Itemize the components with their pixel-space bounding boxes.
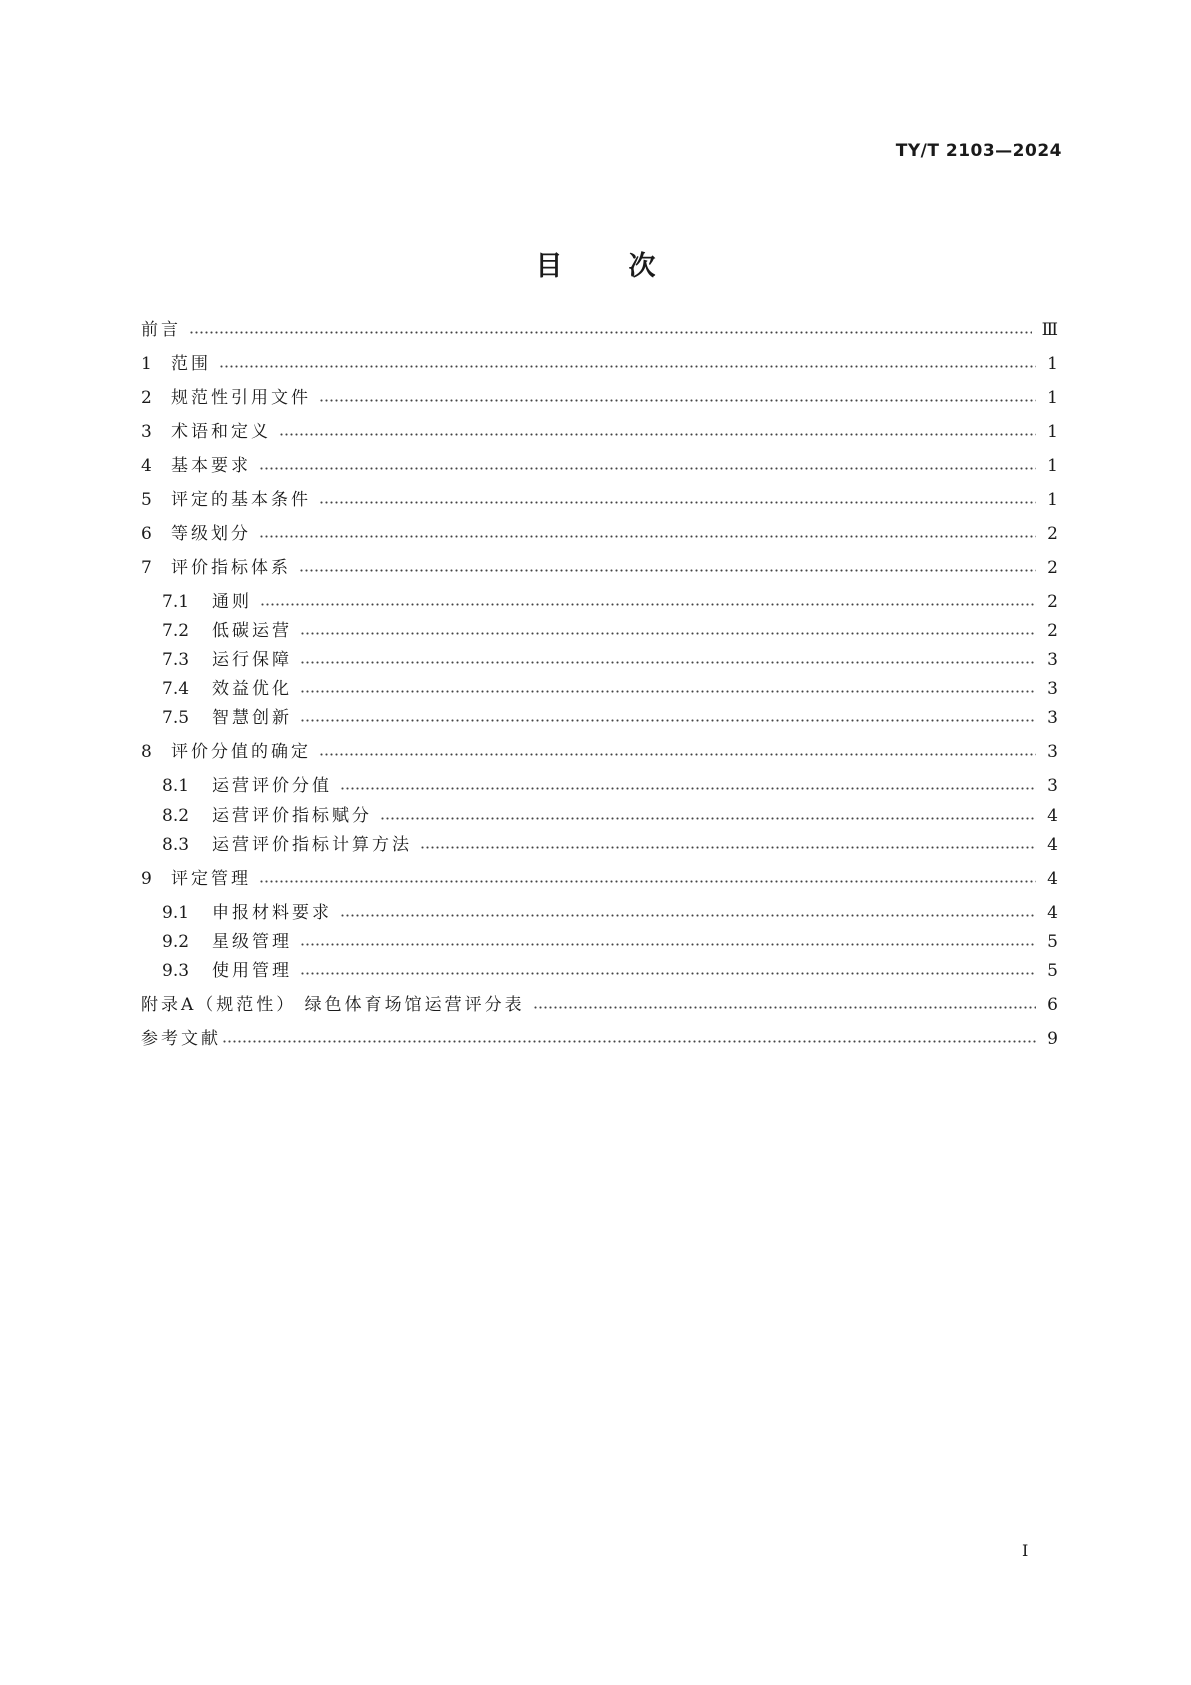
toc-entry-number: 9.1 xyxy=(162,903,190,923)
toc-leader xyxy=(259,880,1036,883)
toc-leader xyxy=(259,467,1036,470)
toc-entry-page: 3 xyxy=(1047,776,1058,796)
page-number: I xyxy=(1022,1541,1029,1560)
toc-entry-number: 7 xyxy=(141,558,152,578)
toc-entry-label: 通则 xyxy=(212,592,252,612)
toc-entry-label: 评价指标体系 xyxy=(171,558,291,578)
toc-entry-4[interactable] xyxy=(141,454,1058,478)
toc-leader xyxy=(300,690,1036,693)
toc-entry-number: 7.4 xyxy=(162,679,190,699)
title-part-1: 目 xyxy=(535,251,563,282)
toc-entry-page: 6 xyxy=(1047,995,1058,1015)
toc-entry-number: 9 xyxy=(141,869,152,889)
toc-entry-7-1[interactable] xyxy=(162,590,1058,614)
toc-entry-label: 等级划分 xyxy=(171,524,251,544)
toc-entry-number: 5 xyxy=(141,490,152,510)
toc-entry-annex-a[interactable] xyxy=(141,993,1058,1017)
toc-entry-page: 1 xyxy=(1047,456,1058,476)
toc-leader xyxy=(222,1040,1036,1043)
toc-entry-number: 1 xyxy=(141,354,152,374)
toc-entry-label: 运营评价指标赋分 xyxy=(212,806,372,826)
toc-entry-number: 8 xyxy=(141,742,152,762)
toc-entry-label: 低碳运营 xyxy=(212,621,292,641)
toc-entry-page: 5 xyxy=(1047,932,1058,952)
toc-entry-page: 4 xyxy=(1047,835,1058,855)
toc-entry-label: 效益优化 xyxy=(212,679,292,699)
toc-leader xyxy=(260,603,1036,606)
toc-entry-page: 3 xyxy=(1047,679,1058,699)
toc-entry-page: 4 xyxy=(1047,806,1058,826)
toc-entry-label: 基本要求 xyxy=(171,456,251,476)
toc-entry-6[interactable] xyxy=(141,522,1058,546)
toc-entry-label: 星级管理 xyxy=(212,932,292,952)
toc-entry-page: 4 xyxy=(1047,869,1058,889)
toc-entry-8-1[interactable] xyxy=(162,774,1058,798)
toc-entry-7-2[interactable] xyxy=(162,619,1058,643)
toc-entry-label: 前言 xyxy=(141,320,181,340)
toc-leader xyxy=(319,399,1036,402)
toc-leader xyxy=(259,535,1036,538)
toc-leader xyxy=(219,365,1036,368)
toc-entry-number: 9.3 xyxy=(162,961,190,981)
toc-entry-foreword[interactable] xyxy=(141,318,1058,342)
toc-entry-9[interactable] xyxy=(141,867,1058,891)
toc-entry-page: 5 xyxy=(1047,961,1058,981)
toc-leader xyxy=(300,632,1036,635)
toc-entry-8-3[interactable] xyxy=(162,833,1058,857)
toc-entry-label: 评价分值的确定 xyxy=(171,742,311,762)
toc-entry-9-3[interactable] xyxy=(162,959,1058,983)
toc-entry-2[interactable] xyxy=(141,386,1058,410)
toc-leader xyxy=(533,1006,1036,1009)
toc-entry-label: 运行保障 xyxy=(212,650,292,670)
toc-entry-number: 7.2 xyxy=(162,621,190,641)
toc-entry-page: 3 xyxy=(1047,742,1058,762)
toc-leader xyxy=(300,719,1036,722)
toc-entry-bibliography[interactable] xyxy=(141,1027,1058,1051)
toc-entry-7-5[interactable] xyxy=(162,706,1058,730)
toc-leader xyxy=(340,914,1036,917)
toc-entry-page: 2 xyxy=(1047,524,1058,544)
toc-entry-5[interactable] xyxy=(141,488,1058,512)
toc-entry-label: 智慧创新 xyxy=(212,708,292,728)
toc-entry-label: 术语和定义 xyxy=(171,422,271,442)
toc-entry-label: 附录A（规范性） 绿色体育场馆运营评分表 xyxy=(141,995,525,1015)
toc-entry-8[interactable] xyxy=(141,740,1058,764)
toc-leader xyxy=(299,569,1036,572)
toc-leader xyxy=(319,501,1036,504)
standard-code: TY/T 2103—2024 xyxy=(895,141,1062,161)
toc-entry-number: 8.2 xyxy=(162,806,190,826)
toc-entry-number: 6 xyxy=(141,524,152,544)
toc-entry-page: 4 xyxy=(1047,903,1058,923)
toc-entry-8-2[interactable] xyxy=(162,804,1058,828)
toc-leader xyxy=(300,661,1036,664)
toc-entry-number: 8.1 xyxy=(162,776,190,796)
toc-entry-label: 规范性引用文件 xyxy=(171,388,311,408)
toc-leader xyxy=(189,331,1032,334)
toc-entry-number: 8.3 xyxy=(162,835,190,855)
toc-entry-label: 评定的基本条件 xyxy=(171,490,311,510)
toc-entry-7-3[interactable] xyxy=(162,648,1058,672)
toc-leader xyxy=(300,972,1036,975)
toc-entry-page: 1 xyxy=(1047,388,1058,408)
toc-entry-label: 范围 xyxy=(171,354,211,374)
toc-entry-number: 3 xyxy=(141,422,152,442)
toc-entry-label: 运营评价指标计算方法 xyxy=(212,835,412,855)
toc-leader xyxy=(300,943,1036,946)
toc-entry-9-1[interactable] xyxy=(162,901,1058,925)
toc-entry-number: 7.5 xyxy=(162,708,190,728)
toc-leader xyxy=(279,433,1036,436)
toc-entry-page: 2 xyxy=(1047,621,1058,641)
toc-entry-page: 2 xyxy=(1047,592,1058,612)
toc-entry-number: 7.3 xyxy=(162,650,190,670)
toc-entry-3[interactable] xyxy=(141,420,1058,444)
toc-entry-page: 9 xyxy=(1047,1029,1058,1049)
toc-leader xyxy=(380,817,1036,820)
toc-entry-page: Ⅲ xyxy=(1041,320,1058,340)
toc-entry-7[interactable] xyxy=(141,556,1058,580)
toc-entry-page: 1 xyxy=(1047,422,1058,442)
toc-entry-page: 3 xyxy=(1047,650,1058,670)
toc-entry-number: 9.2 xyxy=(162,932,190,952)
toc-entry-label: 评定管理 xyxy=(171,869,251,889)
toc-entry-number: 2 xyxy=(141,388,152,408)
toc-entry-page: 2 xyxy=(1047,558,1058,578)
toc-entry-label: 申报材料要求 xyxy=(212,903,332,923)
toc-entry-label: 运营评价分值 xyxy=(212,776,332,796)
toc-leader xyxy=(420,846,1036,849)
toc-entry-number: 7.1 xyxy=(162,592,190,612)
toc-leader xyxy=(340,787,1036,790)
toc-entry-7-4[interactable] xyxy=(162,677,1058,701)
toc-entry-number: 4 xyxy=(141,456,152,476)
toc-entry-label: 参考文献 xyxy=(141,1029,221,1049)
toc-entry-page: 1 xyxy=(1047,354,1058,374)
toc-entry-1[interactable] xyxy=(141,352,1058,376)
toc-entry-label: 使用管理 xyxy=(212,961,292,981)
title-part-2: 次 xyxy=(628,251,656,282)
toc-entry-page: 3 xyxy=(1047,708,1058,728)
toc-entry-9-2[interactable] xyxy=(162,930,1058,954)
toc-leader xyxy=(319,753,1036,756)
toc-entry-page: 1 xyxy=(1047,490,1058,510)
